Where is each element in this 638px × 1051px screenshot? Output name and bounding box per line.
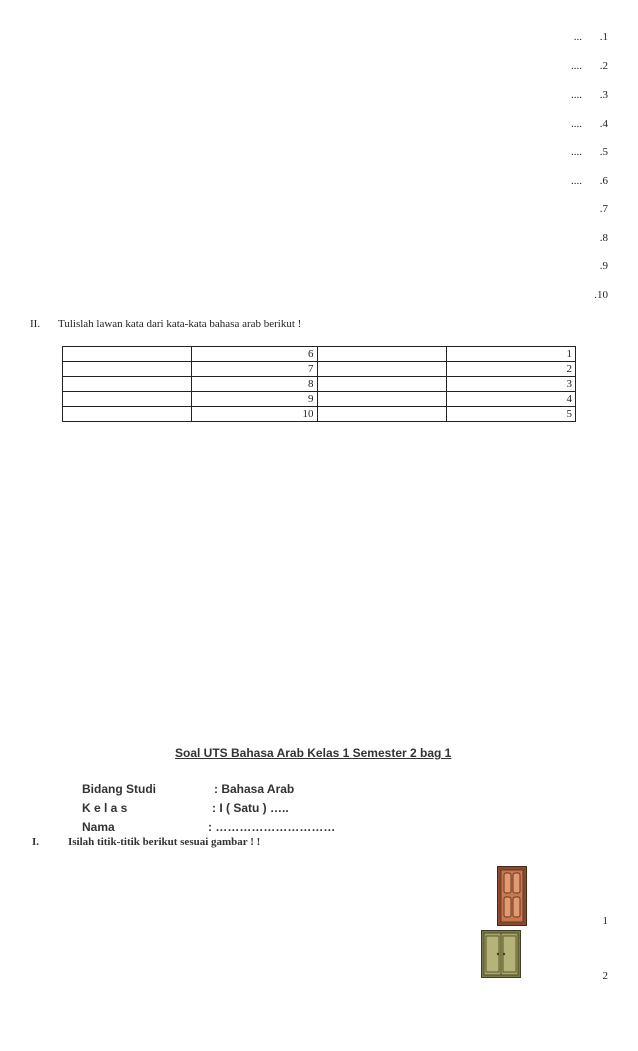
list-item (0, 118, 638, 138)
word-number-cell: 9 (191, 392, 317, 407)
field-label: Nama (82, 820, 115, 834)
list-item-number: .4 (599, 118, 608, 130)
table-row (63, 347, 576, 362)
section-1-heading (32, 836, 261, 848)
list-item-dots: .... (571, 89, 582, 101)
list-item-number: .6 (599, 175, 608, 187)
list-item-dots: .... (571, 175, 582, 187)
list-item (0, 60, 638, 80)
list-item (0, 175, 638, 195)
list-item (0, 31, 638, 51)
word-number-cell: 5 (447, 407, 576, 422)
list-item-dots: ... (573, 31, 582, 43)
table-row (63, 362, 576, 377)
list-item-number: .5 (599, 146, 608, 158)
word-number-cell: 1 (447, 347, 576, 362)
field-value: : Bahasa Arab (214, 782, 295, 796)
answer-cell[interactable] (317, 347, 447, 362)
answer-cell[interactable] (63, 362, 192, 377)
word-number-cell: 7 (191, 362, 317, 377)
picture-item-number: 1 (602, 915, 608, 927)
table-row (63, 377, 576, 392)
field-class (82, 801, 289, 815)
word-number-cell: 2 (447, 362, 576, 377)
answer-cell[interactable] (317, 407, 447, 422)
exam-title: Soal UTS Bahasa Arab Kelas 1 Semester 2 bag 1 (175, 746, 452, 760)
list-item (0, 289, 638, 309)
section-1-instruction: Isilah titik-titik berikut sesuai gambar ! ! (68, 836, 261, 848)
list-item (0, 232, 638, 252)
picture-item-number: 2 (602, 970, 608, 982)
field-label: K e l a s (82, 801, 128, 815)
word-number-cell: 6 (191, 347, 317, 362)
list-item (0, 203, 638, 223)
cupboard-icon (481, 930, 521, 978)
answer-cell[interactable] (63, 392, 192, 407)
answer-cell[interactable] (317, 362, 447, 377)
list-item-number: .1 (599, 31, 608, 43)
list-item-dots: .... (571, 118, 582, 130)
list-item-dots: .... (571, 60, 582, 72)
word-number-cell: 8 (191, 377, 317, 392)
list-item (0, 146, 638, 166)
list-item-number: .10 (594, 289, 608, 301)
word-number-cell: 4 (447, 392, 576, 407)
list-item (0, 260, 638, 280)
list-item-dots: .... (571, 146, 582, 158)
field-value: : I ( Satu ) ….. (212, 801, 289, 815)
field-label: Bidang Studi (82, 782, 156, 796)
answer-cell[interactable] (63, 377, 192, 392)
list-item-number: .8 (599, 232, 608, 244)
list-item (0, 89, 638, 109)
section-1-roman: I. (32, 836, 40, 848)
field-subject (82, 782, 295, 796)
answer-cell[interactable] (317, 392, 447, 407)
antonym-table (62, 346, 576, 422)
table-row (63, 407, 576, 422)
section-2-roman: II. (30, 318, 41, 330)
answer-cell[interactable] (63, 347, 192, 362)
word-number-cell: 3 (447, 377, 576, 392)
answer-cell[interactable] (317, 377, 447, 392)
list-item-number: .2 (599, 60, 608, 72)
answer-cell[interactable] (63, 407, 192, 422)
door-icon (497, 866, 527, 926)
section-2-instruction: Tulislah lawan kata dari kata-kata bahasa arab berikut ! (58, 318, 302, 330)
list-item-number: .7 (599, 203, 608, 215)
field-value: : ………………………… (208, 820, 336, 834)
list-item-number: .3 (599, 89, 608, 101)
table-row (63, 392, 576, 407)
field-name (82, 820, 336, 834)
list-item-number: .9 (599, 260, 608, 272)
word-number-cell: 10 (191, 407, 317, 422)
